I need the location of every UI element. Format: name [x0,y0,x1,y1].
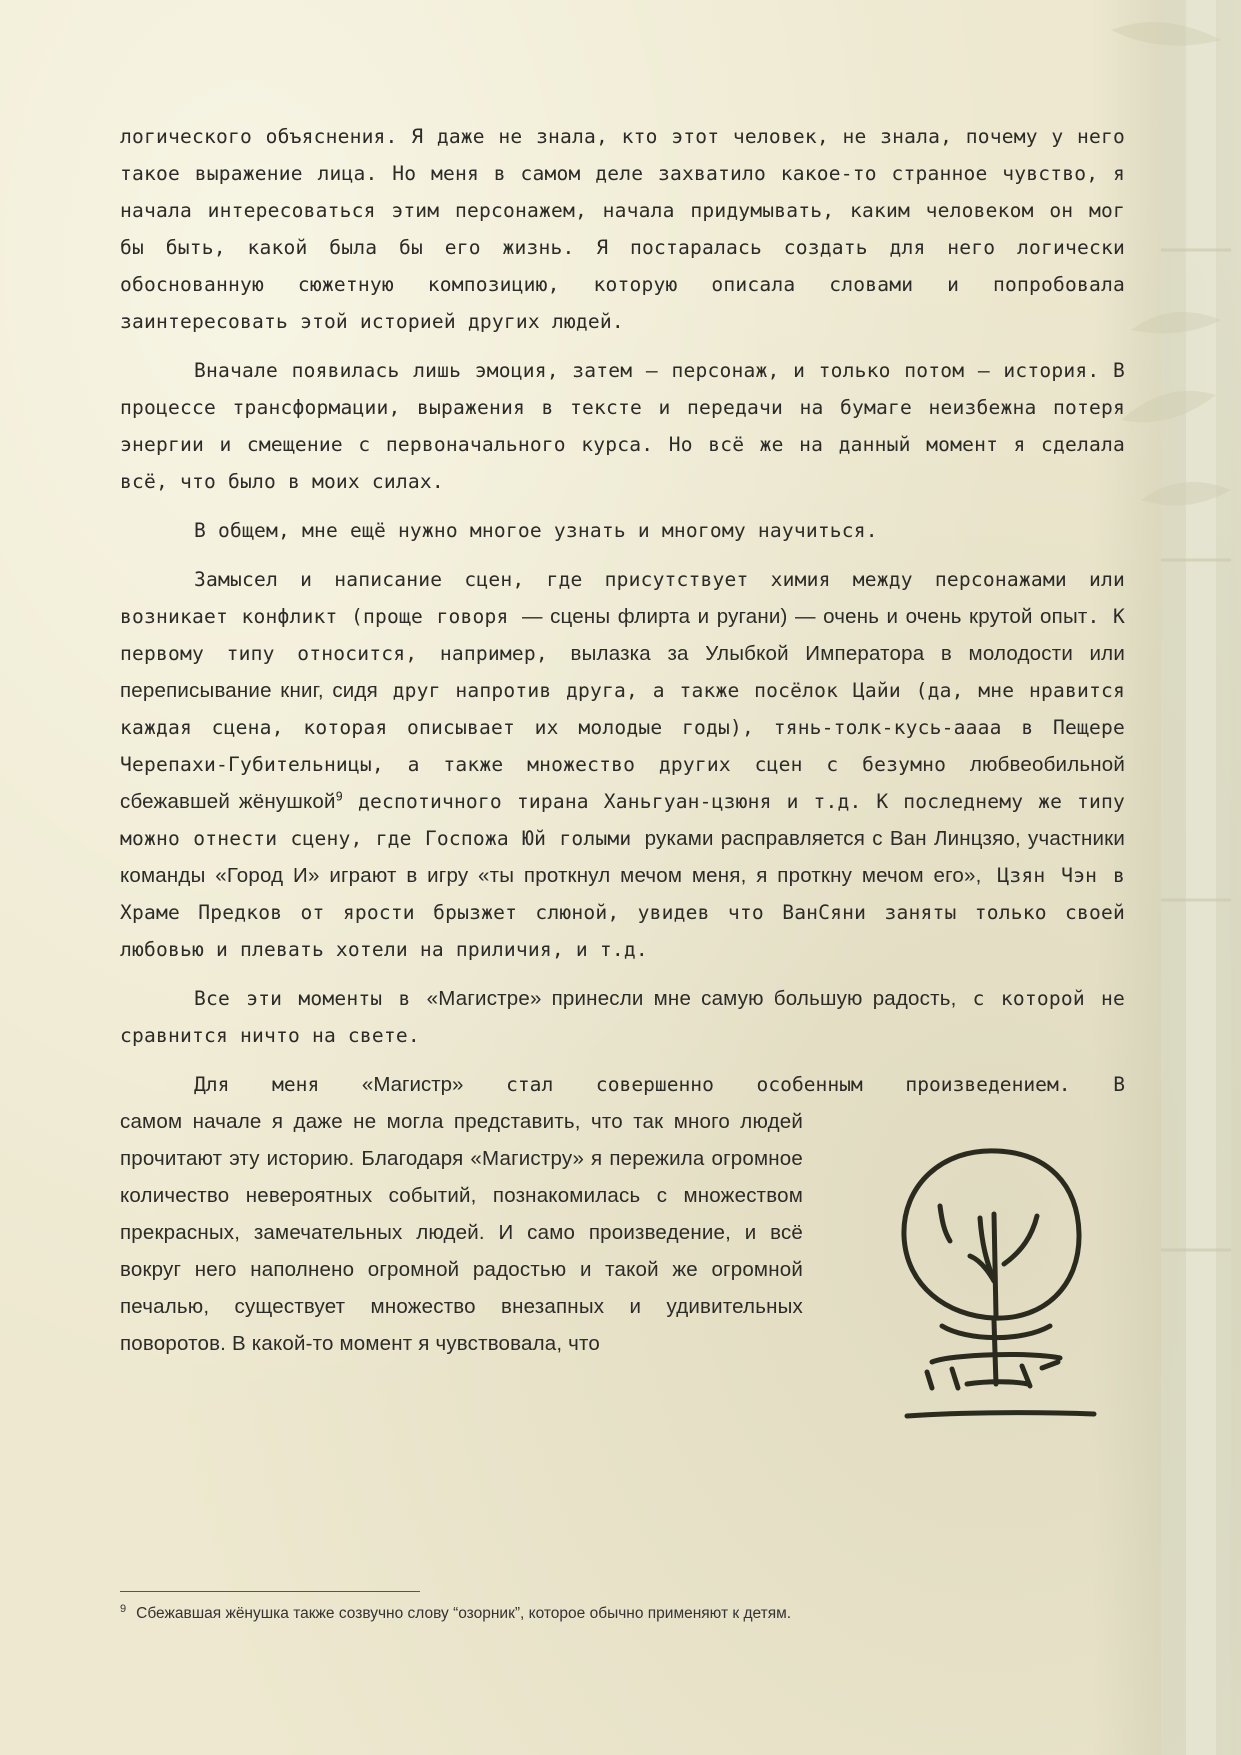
paragraph-6-head [120,1066,1125,1103]
paragraph-3: В общем, мне ещё нужно многое узнать и многому научиться. [194,519,878,542]
p4-part-i: Цзян Чэн в Храме Предков от ярости брызжет слюной, увидев что ВанСяни заняты только своей любовью и плевать хотели на приличия, и т.д. [120,864,1126,961]
p4-part-e: друг напротив друга, а также посёлок Цайи (да, мне нравится каждая сцена, которая описывает их молодые годы), тянь-толк-кусь-аааа в Пещере Черепахи-Губительницы, а также множество других сцен с безумно [120,679,1125,776]
p4-part-a: Замысел и написание сцен, где присутствует химия между персонажами или возникает конфликт (проще говоря [120,568,1125,628]
footnote-divider [120,1591,420,1592]
p4-part-b: — сцены флирта и ругани) — очень и очень крутой опыт [521,605,1088,628]
footnote-text: Сбежавшая жёнушка также созвучно слову “озорник”, которое обычно применяют к детям. [136,1605,792,1623]
paragraph-2: Вначале появилась лишь эмоция, затем — персонаж, и только потом — история. В процессе трансформации, выражения в тексте и передачи на бумаге неизбежна потеря энергии и смещение с первоначального курса. Но всё же на данный момент я сделала всё, что было в моих силах. [120,359,1125,493]
p6-head-b: «Магистр» [361,1073,464,1096]
paragraph-4 [120,561,1125,968]
footnote-reference[interactable]: 9 [335,789,344,804]
paragraph-5 [120,980,1125,1054]
hand-drawn-sigil-icon [872,1126,1122,1426]
p4-part-d: вылазка за Улыбкой Императора в молодости или переписывание книг, сидя [120,642,1125,702]
footnote-number: 9 [120,1603,127,1615]
footnote [120,1603,1125,1623]
p4-part-h: руками расправляется с Ван Линцзяо, участники команды «Город И» играют в игру «ты проткнул мечом меня, я проткну мечом его», [120,827,1126,887]
p6-head-a: Для меня [194,1073,320,1096]
paragraph-6-block [120,1066,1125,1362]
p6-head-c: стал совершенно особенным произведением. В [506,1073,1126,1096]
p5-part-b: «Магистре» принесли мне самую большую радость, [426,987,957,1010]
p4-part-c: . К первому типу относится, например, [120,605,1125,665]
p5-part-a: Все эти моменты в [194,987,411,1010]
p5-part-c: с которой не сравнится ничто на свете. [120,987,1125,1047]
p4-part-g: деспотичного тирана Ханьгуан-цзюня и т.д. К последнему же типу можно отнести сцену, где Госпожа Юй голыми [120,790,1125,850]
page-content [120,118,1125,1362]
paragraph-1: логического объяснения. Я даже не знала, кто этот человек, не знала, почему у него такое выражение лица. Но меня в самом деле захватило какое-то странное чувство, я начала интересоваться этим персонажем, начала придумывать, каким человеком он мог бы быть, какой была бы его жизнь. Я постаралась создать для него логически обоснованную сюжетную композицию, которую описала словами и попробовала заинтересовать этой историей других людей. [120,125,1125,333]
p4-part-f: любвеобильной сбежавшей жёнушкой [120,753,1126,813]
paragraph-6-body: самом начале я даже не могла представить, что так много людей прочитают эту историю. Благодаря «Магистру» я пережила огромное количество невероятных событий, познакомилась с множеством прекрасных, замечательных людей. И само произведение, и всё вокруг него наполнено огромной радостью и такой же огромной печалью, существует множество внезапных и удивительных поворотов. В какой-то момент я чувствовала, что [120,1110,803,1355]
